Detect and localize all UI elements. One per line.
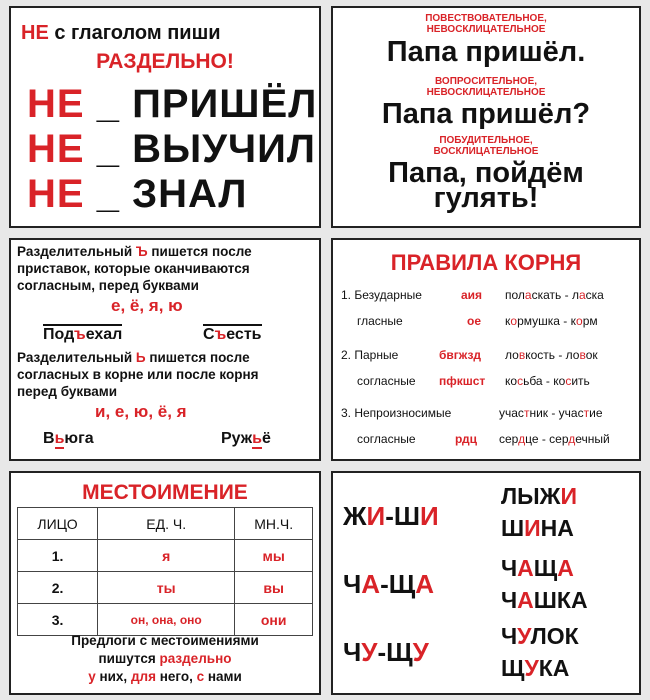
rule1-label-2: гласные: [357, 314, 403, 328]
example-part: юга: [64, 430, 94, 447]
ne-word: НЕ: [27, 82, 85, 126]
dash: -: [377, 637, 387, 667]
dash: -: [385, 501, 394, 531]
ex-letter: а: [578, 288, 586, 302]
word-part: ШКА: [533, 587, 588, 613]
prepositions-examples: [11, 669, 319, 684]
rule1-letters-1: аия: [461, 288, 483, 302]
plural-cell: они: [235, 604, 313, 636]
example-part: Руж: [221, 430, 253, 447]
ex-letter: в: [579, 348, 586, 362]
example-part: С: [203, 326, 215, 343]
rule3-example-2: [499, 432, 610, 446]
pronoun-table: [17, 507, 313, 636]
root-rules-title: ПРАВИЛА КОРНЯ: [390, 250, 582, 275]
rule-hard-sign-line3: согласным, перед буквами: [17, 278, 199, 293]
ex-letter: т: [523, 406, 530, 420]
ex-part: ие: [589, 406, 603, 420]
gap-mark: _: [96, 127, 120, 171]
rule-text: пишется после: [147, 244, 252, 259]
rule-chu-shchu: [343, 637, 429, 668]
rule-soft-sign-line3: перед буквами: [17, 384, 118, 399]
rule2-letters-2: пфкшст: [439, 374, 486, 388]
ex-part: ок: [585, 348, 598, 362]
singular-cell: я: [98, 540, 235, 572]
preposition: с: [196, 669, 205, 684]
card-separating-signs: [9, 238, 321, 461]
example-sign: ъ: [74, 326, 86, 343]
consonant: Ж: [343, 501, 367, 531]
word-part: Щ: [533, 555, 558, 581]
rule-soft-sign-line1: [17, 350, 250, 365]
card-sentence-types: [331, 6, 641, 228]
plural-cell: мы: [235, 540, 313, 572]
word-vowel: И: [524, 515, 541, 541]
ex-letter: д: [568, 432, 576, 446]
hard-sign: Ъ: [135, 244, 148, 259]
rule-soft-sign-line2: согласных в корне или после корня: [17, 367, 259, 382]
note-highlight: раздельно: [159, 651, 232, 666]
example-sign: ъ: [214, 326, 227, 343]
table-header-row: [18, 508, 313, 540]
ex-part: ло: [505, 348, 519, 362]
ex-letter: в: [518, 348, 526, 362]
rule3-example-1: [499, 406, 603, 420]
card-zhi-shi-rules: [331, 471, 641, 695]
consonant: Ч: [343, 569, 362, 599]
rule-cha-shcha: [343, 569, 434, 600]
consonant: Щ: [386, 637, 413, 667]
pronoun-text: них,: [95, 669, 131, 684]
word-vowel: У: [517, 623, 531, 649]
tag-question-1: ВОПРОСИТЕЛЬНОЕ,: [434, 76, 538, 87]
verb-word: ПРИШЁЛ: [132, 82, 318, 126]
tag-declarative-2: НЕВОСКЛИЦАТЕЛЬНОЕ: [426, 24, 546, 35]
rule3-letters: рдц: [455, 432, 478, 446]
rule1-example-1: [505, 288, 604, 302]
person-cell: 1.: [18, 540, 98, 572]
rule1-letters-2: ое: [467, 314, 482, 328]
soft-sign: Ь: [135, 350, 146, 365]
example-part: Под: [43, 326, 75, 343]
consonant: Щ: [388, 569, 416, 599]
ex-part: ска: [585, 288, 604, 302]
word-part: Щ: [501, 655, 525, 681]
ne-word: НЕ: [27, 172, 85, 216]
example-part: есть: [226, 326, 262, 343]
person-cell: 3.: [18, 604, 98, 636]
rule3-label-1: 3. Непроизносимые: [341, 406, 452, 420]
rule3-label-2: согласные: [357, 432, 416, 446]
example-ruzhyo: [221, 430, 271, 448]
word-part: Ч: [501, 555, 518, 581]
preposition: у: [88, 669, 96, 684]
ex-part: це - сер: [525, 432, 569, 446]
singular-cell: он, она, оно: [98, 604, 235, 636]
prepositions-note-1: Предлоги с местоимениями: [71, 633, 259, 648]
card1-header-line2: РАЗДЕЛЬНО!: [96, 50, 234, 73]
rule-hard-sign-line1: [17, 244, 252, 259]
verb-word: ЗНАЛ: [132, 172, 248, 216]
word-part: Ч: [501, 623, 518, 649]
table-row: [18, 604, 313, 636]
pronoun-text: него,: [155, 669, 197, 684]
header-person: ЛИЦО: [18, 508, 98, 540]
ne-word: НЕ: [21, 22, 49, 44]
ex-part: рм: [582, 314, 598, 328]
plural-cell: вы: [235, 572, 313, 604]
ex-part: к: [505, 314, 511, 328]
pronoun-text: нами: [204, 669, 242, 684]
word-lyzhi: [501, 483, 577, 510]
rule-zhi-shi: [343, 501, 439, 532]
rule2-label-1: 2. Парные: [341, 348, 399, 362]
ex-letter: о: [510, 314, 518, 328]
consonant: Ч: [343, 637, 362, 667]
ex-letter: а: [524, 288, 532, 302]
vowel: И: [420, 501, 439, 531]
word-part: ЛОК: [530, 623, 579, 649]
rule-text: пишется после: [145, 350, 250, 365]
example-part: В: [43, 430, 55, 447]
example-part: ё: [261, 430, 271, 447]
pronouns-title: МЕСТОИМЕНИЕ: [82, 481, 248, 504]
ex-part: скать - л: [531, 288, 579, 302]
prepositions-note-2: [11, 651, 319, 666]
rule-hard-sign-line2: приставок, которые оканчиваются: [17, 261, 250, 276]
rule2-label-2: согласные: [357, 374, 416, 388]
rule1-label-1: 1. Безударные: [341, 288, 422, 302]
example-sign: ь: [252, 430, 262, 447]
ex-part: ечный: [575, 432, 610, 446]
word-chashka: [501, 587, 588, 614]
example-part: ехал: [85, 326, 123, 343]
word-part: ЛЫЖ: [501, 483, 561, 509]
letters-soft: и, е, ю, ё, я: [95, 402, 187, 421]
ne-row-3: [27, 172, 247, 217]
word-vowel: А: [557, 555, 574, 581]
ex-letter: с: [517, 374, 524, 388]
ex-part: ьба - ко: [523, 374, 566, 388]
word-shchuka: [501, 655, 569, 682]
rule1-example-2: [505, 314, 598, 328]
verb-word: ВЫУЧИЛ: [132, 127, 316, 171]
ex-part: ник - учас: [529, 406, 584, 420]
vowel: А: [415, 569, 435, 599]
ex-letter: о: [576, 314, 583, 328]
word-part: НА: [540, 515, 574, 541]
ex-part: кость - ло: [525, 348, 580, 362]
ex-part: учас: [499, 406, 524, 420]
example-podehal: [43, 324, 122, 344]
vowel: У: [361, 637, 378, 667]
ex-part: сер: [499, 432, 519, 446]
word-vowel: А: [517, 555, 534, 581]
ex-part: рмушка - к: [517, 314, 576, 328]
card-pronouns: [9, 471, 321, 695]
example-vyuga: [43, 430, 94, 448]
preposition: для: [130, 669, 156, 684]
word-vowel: А: [517, 587, 534, 613]
ex-letter: д: [518, 432, 526, 446]
ne-row-1: [27, 82, 317, 127]
word-part: КА: [538, 655, 570, 681]
sentence-imperative-1: Папа, пойдём: [388, 157, 584, 189]
sentence-question: Папа пришёл?: [381, 98, 591, 130]
consonant: Ш: [393, 501, 420, 531]
rule-text: Разделительный: [17, 350, 136, 365]
tag-declarative-1: ПОВЕСТВОВАТЕЛЬНОЕ,: [425, 13, 547, 24]
card-root-rules: [331, 238, 641, 461]
ex-part: ить: [571, 374, 590, 388]
table-row: [18, 540, 313, 572]
gap-mark: _: [96, 82, 120, 126]
dash: -: [380, 569, 389, 599]
rule2-example-2: [505, 374, 590, 388]
word-chulok: [501, 623, 579, 650]
sentence-declarative: Папа пришёл.: [386, 36, 586, 68]
ne-row-2: [27, 127, 316, 172]
person-cell: 2.: [18, 572, 98, 604]
tag-question-2: НЕВОСКЛИЦАТЕЛЬНОЕ: [426, 87, 546, 98]
tag-imperative-2: ВОСКЛИЦАТЕЛЬНОЕ: [433, 146, 539, 157]
vowel: У: [412, 637, 429, 667]
word-vowel: У: [524, 655, 539, 681]
vowel: И: [366, 501, 386, 531]
card-ne-with-verbs: [9, 6, 321, 228]
word-part: Ч: [501, 587, 518, 613]
card1-header-line1: [21, 22, 221, 45]
example-sign: ь: [54, 430, 65, 447]
example-sest: [203, 324, 262, 344]
word-shina: [501, 515, 574, 542]
letters-hard: е, ё, я, ю: [111, 296, 183, 315]
rule2-letters-1: бвгжзд: [439, 348, 482, 362]
ex-part: ко: [505, 374, 518, 388]
vowel: А: [361, 569, 381, 599]
header-plural: МН.Ч.: [235, 508, 313, 540]
singular-cell: ты: [98, 572, 235, 604]
word-vowel: И: [560, 483, 577, 509]
sentence-imperative-2: гулять!: [433, 182, 539, 214]
rule2-example-1: [505, 348, 598, 362]
tag-imperative-1: ПОБУДИТЕЛЬНОЕ,: [439, 135, 533, 146]
table-row: [18, 572, 313, 604]
word-part: Ш: [501, 515, 525, 541]
header-text: с глаголом пиши: [54, 22, 221, 44]
ex-letter: с: [565, 374, 572, 388]
header-singular: ЕД. Ч.: [98, 508, 235, 540]
ex-part: пол: [505, 288, 525, 302]
gap-mark: _: [96, 172, 120, 216]
word-chashcha: [501, 555, 574, 582]
ne-word: НЕ: [27, 127, 85, 171]
note-text: пишутся: [98, 651, 160, 666]
rule-text: Разделительный: [17, 244, 136, 259]
ex-letter: т: [583, 406, 590, 420]
